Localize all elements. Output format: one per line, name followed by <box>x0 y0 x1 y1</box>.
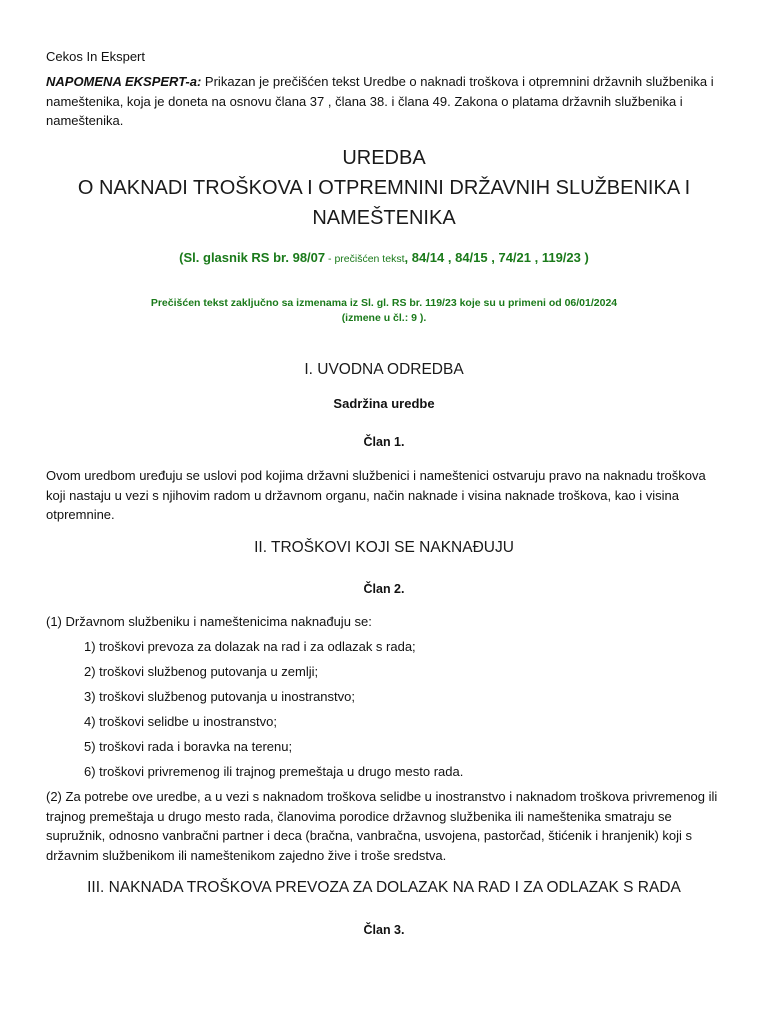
consolidated-changes-line: (izmene u čl.: 9 ). <box>341 312 427 324</box>
list-item: 5) troškovi rada i boravka na terenu; <box>84 739 293 754</box>
consolidated-text-line: Prečišćen tekst zaključno sa izmenama iz Sl. gl. RS br. 119/23 koje su u primeni od 06/01/2024 <box>150 297 618 309</box>
document-title: UREDBA <box>342 147 426 169</box>
gazette-amendments: , 84/14 , 84/15 , 74/21 , 119/23 ) <box>404 250 589 265</box>
list-item: 1) troškovi prevoza za dolazak na rad i za odlazak s rada; <box>84 639 416 654</box>
article-1-label: Član 1. <box>363 435 405 449</box>
expert-note-text: Prikazan je prečišćen tekst Uredbe o naknadi troškova i otpremnini državnih službenika i nameštenika, koja je doneta na osnovu člana 37 , člana 38. i člana 49. Zakona o platama državnih službenika i nameštenika. <box>46 74 714 128</box>
expert-note <box>46 72 724 131</box>
gazette-number: (Sl. glasnik RS br. 98/07 <box>179 250 326 265</box>
article-3-label: Član 3. <box>363 923 405 937</box>
list-item: 2) troškovi službenog putovanja u zemlji; <box>84 664 319 679</box>
article-2-intro: (1) Državnom službeniku i nameštenicima naknađuju se: <box>46 614 372 629</box>
article-2-paragraph-2: (2) Za potrebe ove uredbe, a u vezi s naknadom troškova selidbe u inostranstvo i naknadom troškova privremenog ili trajnog premeštaja u drugo mesto rada, članovima porodice državnog službenika ili nameštenika smatraju se supružnik, odnosno vanbračni partner i deca (bračna, vanbračna, usvojena, pastorčad, štićenik i hranjenik) koji s državnim službenikom ili nameštenikom zajedno žive i troše sredstva. <box>46 789 718 863</box>
gazette-reference <box>40 249 728 268</box>
document-subtitle: O NAKNADI TROŠKOVA I OTPREMNINI DRŽAVNIH SLUŽBENIKA I NAMEŠTENIKA <box>77 177 691 229</box>
consolidated-text-note <box>40 296 728 326</box>
gazette-consolidated-note: - prečišćen tekst <box>325 253 405 265</box>
section-heading-3: III. NAKNADA TROŠKOVA PREVOZA ZA DOLAZAK NA RAD I ZA ODLAZAK S RADA <box>87 879 681 896</box>
expert-note-label: NAPOMENA EKSPERT-a: <box>46 74 202 89</box>
section-heading-2: II. TROŠKOVI KOJI SE NAKNAĐUJU <box>254 539 514 556</box>
article-2-label: Član 2. <box>363 582 405 596</box>
article-1-text: Ovom uredbom uređuju se uslovi pod kojima državni službenici i nameštenici ostvaruju pravo na naknadu troškova koji nastaju u vezi s njihovim radom u državnom organu, način naknade i visina naknade troškova, kao i visina otpremnine. <box>46 468 706 522</box>
section-subheading-1: Sadržina uredbe <box>333 396 435 411</box>
publisher-name: Cekos In Ekspert <box>46 49 145 64</box>
section-heading-1: I. UVODNA ODREDBA <box>304 361 464 378</box>
list-item: 6) troškovi privremenog ili trajnog premeštaja u drugo mesto rada. <box>84 764 464 779</box>
list-item: 3) troškovi službenog putovanja u inostranstvo; <box>84 689 355 704</box>
list-item: 4) troškovi selidbe u inostranstvo; <box>84 714 277 729</box>
